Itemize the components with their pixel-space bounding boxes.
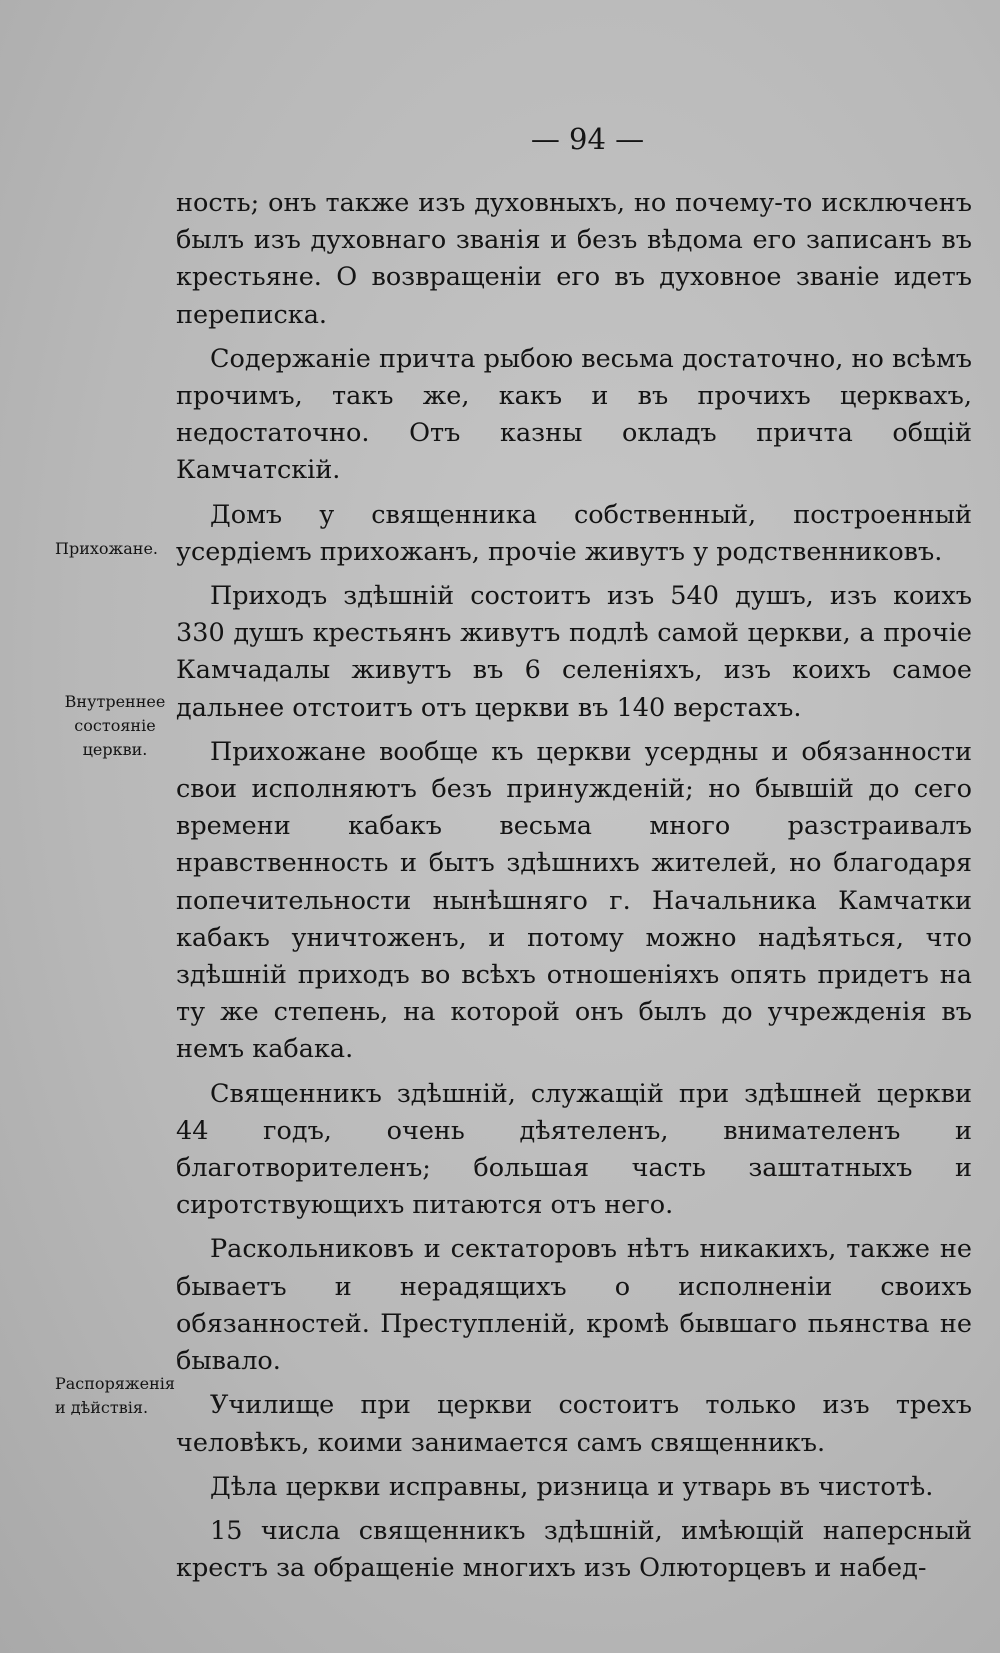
paragraph: Священникъ здѣшній, служащій при здѣшней церкви 44 годъ, очень дѣятеленъ, внимателенъ и благотворителенъ; большая часть заштатныхъ и сиротствующихъ питаются отъ него. [176, 1078, 972, 1221]
paragraph: Раскольниковъ и сектаторовъ нѣтъ никакихъ, также не бываетъ и нерадящихъ о исполненіи своихъ обязанностей. Преступленій, кромѣ бывшаго пьянства не бывало. [176, 1234, 972, 1377]
page-number: — 94 — [530, 122, 645, 156]
margin-notes [0, 0, 176, 1653]
paragraph: Содержаніе причта рыбою весьма достаточно, но всѣмъ прочимъ, такъ же, какъ и въ прочихъ церквахъ, недостаточно. Отъ казны окладъ причта общій Камчатскій. [176, 343, 973, 486]
paragraph: Приходъ здѣшній состоитъ изъ 540 душъ, изъ коихъ 330 душъ крестьянъ живутъ подлѣ самой церкви, а прочіе Камчадалы живутъ въ 6 селеніяхъ, изъ коихъ самое дальнее отстоитъ отъ церкви въ 140 верстахъ. [176, 581, 972, 723]
margin-note-orders: Распоряженія и дѣйствія. [55, 1374, 175, 1417]
paragraph: 15 числа священникъ здѣшній, имѣющій наперсный крестъ за обращеніе многихъ изъ Олюторцевъ и набед- [176, 1515, 972, 1584]
paragraph: Училище при церкви состоитъ только изъ трехъ человѣкъ, коими занимается самъ священникъ. [176, 1390, 972, 1458]
paragraph: ность; онъ также изъ духовныхъ, но почему-то исключенъ былъ изъ духовнаго званія и безъ вѣдома его записанъ въ крестьяне. О возвращеніи его въ духовное званіе идетъ переписка. [176, 188, 972, 330]
paragraph: Прихожане вообще къ церкви усердны и обязанности свои исполняютъ безъ принужденій; но бывшій до сего времени кабакъ весьма много разстраивалъ нравственность и бытъ здѣшнихъ жителей, но благодаря попечительности нынѣшняго г. Начальника Камчатки кабакъ уничтоженъ, и потому можно надѣяться, что здѣшній приходъ во всѣхъ отношеніяхъ опять придетъ на ту же степень, на которой онъ былъ до учрежденія въ немъ кабака. [176, 736, 972, 1065]
margin-note-parishioners: Прихожане. [55, 539, 158, 558]
paragraph: Дѣла церкви исправны, ризница и утварь въ чистотѣ. [210, 1471, 934, 1502]
paragraph: Домъ у священника собственный, построенный усердіемъ прихожанъ, прочіе живутъ у родственниковъ. [176, 499, 972, 567]
body-text [176, 185, 972, 1587]
margin-note-internal-state: Внутреннее состояніе церкви. [64, 692, 166, 759]
